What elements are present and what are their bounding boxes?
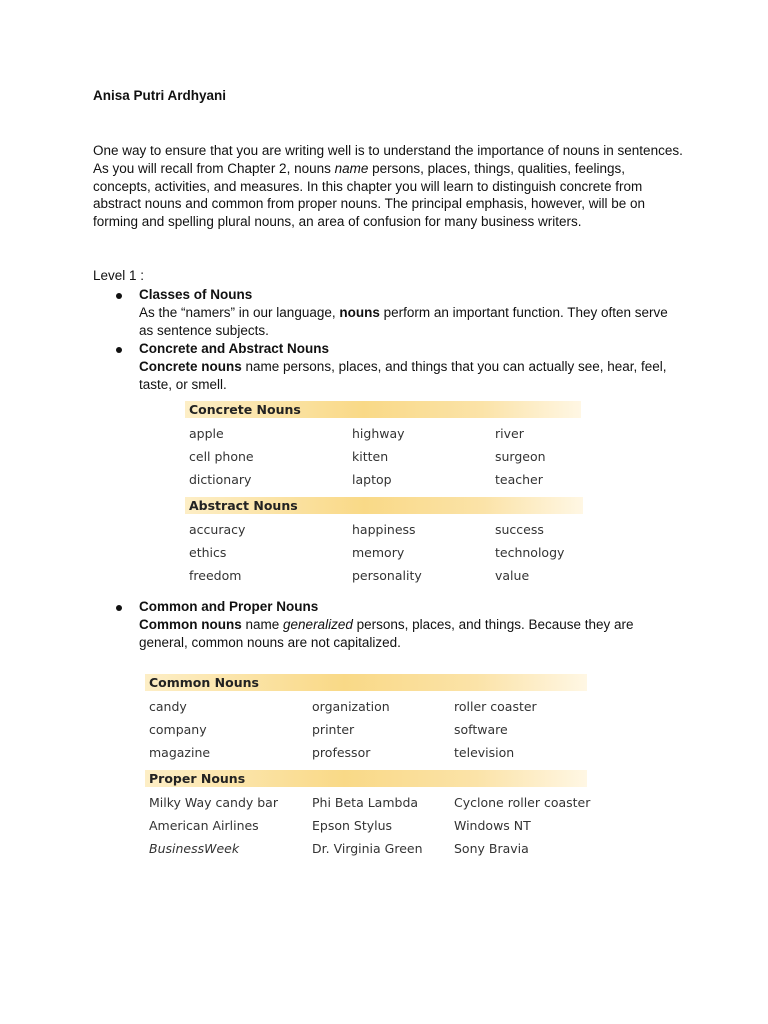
bullet-title: Classes of Nouns	[139, 287, 253, 302]
table-cell: happiness	[352, 522, 416, 537]
proper-nouns-header: Proper Nouns	[145, 770, 587, 787]
table-cell: personality	[352, 568, 422, 583]
table-cell: teacher	[495, 472, 543, 487]
table-cell: success	[495, 522, 544, 537]
intro-italic: name	[334, 160, 369, 176]
bullet-text: As the “namers” in our language,	[139, 304, 340, 320]
table-cell: Sony Bravia	[454, 841, 529, 856]
table-cell: company	[149, 722, 207, 737]
table-cell: magazine	[149, 745, 211, 760]
bullet-bold: Concrete nouns	[139, 358, 242, 374]
table-cell: Milky Way candy bar	[149, 795, 278, 810]
intro-text-1: One way to ensure that you are writing well is to understand the importance of nouns in sentences. As you will recall from Chapter 2, nouns	[93, 143, 683, 176]
table-row	[145, 718, 587, 741]
bullet-dot	[116, 605, 122, 611]
table-cell: professor	[312, 745, 371, 760]
bullet-text: perform an important function. They often serve as sentence subjects.	[139, 304, 668, 338]
bullet-italic: generalized	[283, 616, 353, 632]
table-row	[185, 422, 581, 445]
table-row	[145, 791, 591, 814]
table-row	[185, 541, 583, 564]
proper-nouns-rows	[145, 791, 591, 860]
concrete-nouns-header: Concrete Nouns	[185, 401, 581, 418]
bullet-bold: nouns	[339, 304, 380, 320]
table-cell: television	[454, 745, 515, 760]
bullet-title: Concrete and Abstract Nouns	[139, 341, 330, 356]
table-cell: value	[495, 568, 530, 583]
bullet-classes-of-nouns	[139, 286, 684, 339]
table-cell: accuracy	[189, 522, 246, 537]
table-row	[145, 695, 587, 718]
abstract-nouns-table	[185, 497, 583, 593]
bullet-dot	[116, 293, 122, 299]
table-row	[185, 468, 581, 491]
intro-text-2: persons, places, things, qualities, feelings, concepts, activities, and measures. In this chapter you will learn to distinguish concrete from abstract nouns and common from proper nouns. The principal emphasis, however, will be on forming and spelling plural nouns, an area of confusion for many business writers.	[93, 160, 646, 230]
table-cell: Phi Beta Lambda	[312, 795, 419, 810]
table-cell: roller coaster	[454, 699, 537, 714]
table-cell: organization	[312, 699, 390, 714]
bullet-title: Common and Proper Nouns	[139, 599, 319, 614]
table-cell: Cyclone roller coaster	[454, 795, 591, 810]
table-cell: BusinessWeek	[149, 841, 240, 856]
author-name: Anisa Putri Ardhyani	[93, 88, 227, 103]
table-cell: memory	[352, 545, 405, 560]
table-cell: ethics	[189, 545, 227, 560]
bullet-bold: Common nouns	[139, 616, 242, 632]
concrete-nouns-table	[185, 401, 581, 497]
table-cell: surgeon	[495, 449, 546, 464]
bullet-text: name	[241, 616, 284, 632]
bullet-body	[139, 304, 684, 340]
bullet-common-proper	[139, 598, 684, 651]
table-cell: highway	[352, 426, 405, 441]
table-cell: Dr. Virginia Green	[312, 841, 423, 856]
table-cell: apple	[189, 426, 224, 441]
table-row	[145, 741, 587, 764]
abstract-nouns-header: Abstract Nouns	[185, 497, 583, 514]
level-label: Level 1 :	[93, 268, 145, 283]
table-row	[185, 445, 581, 468]
intro-paragraph	[93, 142, 683, 231]
bullet-text: persons, places, and things. Because they are general, common nouns are not capitalized.	[139, 616, 634, 650]
table-cell: laptop	[352, 472, 392, 487]
table-row	[185, 564, 583, 587]
concrete-nouns-rows	[185, 422, 581, 491]
common-nouns-rows	[145, 695, 587, 764]
table-row	[145, 837, 587, 860]
table-cell: Epson Stylus	[312, 818, 393, 833]
table-row	[145, 814, 587, 837]
table-cell: cell phone	[189, 449, 254, 464]
bullet-body	[139, 616, 684, 652]
table-cell: candy	[149, 699, 187, 714]
abstract-nouns-rows	[185, 518, 583, 587]
table-cell: freedom	[189, 568, 242, 583]
table-cell: river	[495, 426, 524, 441]
table-cell: technology	[495, 545, 565, 560]
table-row	[185, 518, 583, 541]
table-cell: Windows NT	[454, 818, 531, 833]
table-cell: dictionary	[189, 472, 252, 487]
bullet-concrete-abstract	[139, 340, 684, 393]
bullet-body	[139, 358, 684, 394]
bullet-dot	[116, 347, 122, 353]
bullet-text: name persons, places, and things that you can actually see, hear, feel, taste, or smell.	[139, 358, 667, 392]
table-cell: software	[454, 722, 508, 737]
proper-nouns-table	[145, 770, 591, 866]
common-nouns-header: Common Nouns	[145, 674, 587, 691]
common-nouns-table	[145, 674, 587, 770]
table-cell: printer	[312, 722, 355, 737]
table-cell: kitten	[352, 449, 389, 464]
table-cell: American Airlines	[149, 818, 259, 833]
